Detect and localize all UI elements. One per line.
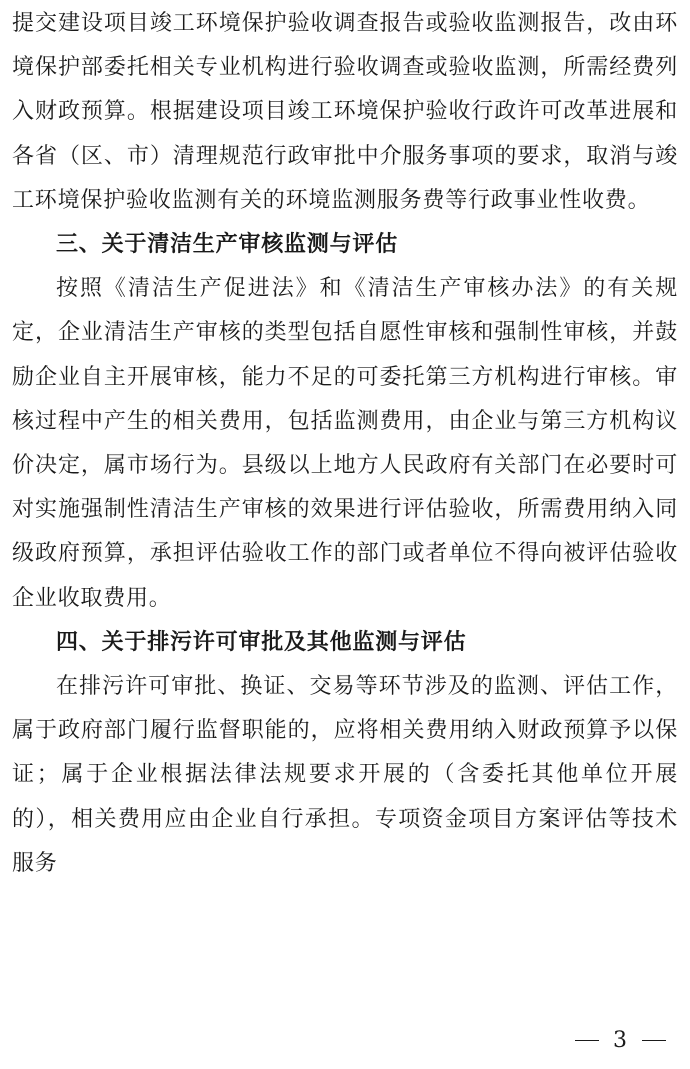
paragraph-section-3: 按照《清洁生产促进法》和《清洁生产审核办法》的有关规定，企业清洁生产审核的类型包括自愿性审核和强制性审核，并鼓励企业自主开展审核，能力不足的可委托第三方机构进行审核。审核过程中产生的相关费用，包括监测费用，由企业与第三方机构议价决定，属市场行为。县级以上地方人民政府有关部门在必要时可对实施强制性清洁生产审核的效果进行评估验收，所需费用纳入同级政府预算，承担评估验收工作的部门或者单位不得向被评估验收企业收取费用。 [12,276,678,611]
section-heading-3: 三、关于清洁生产审核监测与评估 [56,232,399,258]
footer-dash-right [642,1040,666,1042]
footer-dash-left [575,1040,599,1042]
page-footer [575,1028,666,1053]
page-number: 3 [613,1028,628,1053]
section-heading-4: 四、关于排污许可审批及其他监测与评估 [56,629,467,655]
paragraph-section-4: 在排污许可审批、换证、交易等环节涉及的监测、评估工作，属于政府部门履行监督职能的，应将相关费用纳入财政预算予以保证；属于企业根据法律法规要求开展的（含委托其他单位开展的），相关费用应由企业自行承担。专项资金项目方案评估等技术服务 [12,674,678,876]
paragraph-intro: 提交建设项目竣工环境保护验收调查报告或验收监测报告，改由环境保护部委托相关专业机构进行验收调查或验收监测，所需经费列入财政预算。根据建设项目竣工环境保护验收行政许可改革进展和各省（区、市）清理规范行政审批中介服务事项的要求，取消与竣工环境保护验收监测有关的环境监测服务费等行政事业性收费。 [12,11,678,213]
